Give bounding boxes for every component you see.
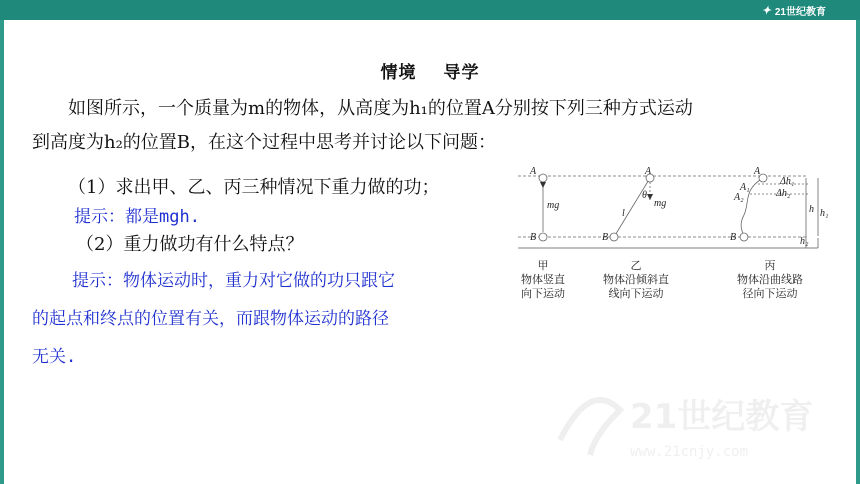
watermark-swoosh-icon	[560, 400, 620, 455]
title-part1: 情境	[380, 63, 417, 83]
caption-jia	[518, 259, 568, 301]
watermark-text: 21世纪教育	[630, 397, 814, 437]
label-angle: θ	[642, 190, 647, 201]
logo-text: 21世纪教育	[774, 6, 826, 18]
page-title	[0, 58, 860, 83]
hint-2-line3: 无关.	[32, 347, 77, 367]
caption-yi-line1: 物体沿倾斜直	[603, 274, 669, 286]
question-2: （2）重力做功有什么特点？	[76, 234, 304, 255]
hint-1: 提示：都是mgh.	[74, 207, 200, 227]
mg-arrow-jia-icon	[540, 182, 546, 188]
label-a1: A₁	[740, 182, 750, 193]
hint-2-line2: 的起点和终点的位置有关，而跟物体运动的路径	[32, 309, 389, 329]
label-mg-jia: mg	[547, 200, 560, 211]
caption-bing-line1: 物体沿曲线路	[737, 274, 803, 286]
ball-b-jia	[539, 233, 547, 241]
ball-b-bing	[740, 233, 748, 241]
logo-mark-icon: ✦	[761, 4, 771, 17]
label-mg-yi: mg	[654, 198, 667, 209]
path-incline	[614, 178, 650, 237]
hint-2-line1: 提示：物体运动时，重力对它做的功只跟它	[72, 271, 395, 291]
title-part2: 导学	[443, 63, 480, 83]
label-dh2: Δh₂	[776, 188, 791, 199]
label-b-jia: B	[530, 232, 537, 243]
caption-bing-label: 丙	[764, 260, 776, 272]
label-a-bing: A	[754, 166, 761, 177]
label-b-bing: B	[730, 232, 737, 243]
caption-bing-line2: 径向下运动	[742, 288, 798, 300]
question-1: （1）求出甲、乙、丙三种情况下重力做的功；	[68, 177, 440, 198]
intro-line2: 到高度为h₂的位置B，在这个过程中思考并讨论以下问题：	[32, 132, 497, 153]
top-bar	[0, 0, 860, 20]
label-a2: A₂	[734, 192, 744, 203]
left-border	[0, 20, 4, 484]
intro-line1: 如图所示，一个质量为m的物体，从高度为h₁的位置A分别按下列三种方式运动	[68, 98, 693, 119]
label-length: l	[622, 208, 625, 219]
label-dh1: Δh₁	[780, 176, 795, 187]
ball-a-jia	[539, 174, 547, 182]
caption-jia-label: 甲	[537, 260, 549, 272]
right-border	[856, 20, 860, 484]
label-b-yi: B	[602, 232, 609, 243]
caption-yi	[596, 259, 676, 301]
label-h: h	[809, 204, 814, 215]
brand-logo	[762, 2, 826, 18]
hint-2	[32, 262, 492, 376]
watermark-url: www.21cnjy.com	[630, 444, 749, 460]
mg-arrow-yi-icon	[647, 194, 653, 200]
label-h2: h₂	[800, 236, 809, 247]
caption-jia-line2: 向下运动	[521, 288, 565, 300]
label-h1: h₁	[820, 208, 828, 219]
watermark-logo	[550, 380, 850, 470]
ball-b-yi	[610, 233, 618, 241]
label-a-yi: A	[645, 166, 652, 177]
ball-a-bing	[759, 174, 767, 182]
label-a-jia: A	[530, 166, 537, 177]
caption-yi-label: 乙	[630, 260, 642, 272]
caption-jia-line1: 物体竖直	[521, 274, 565, 286]
caption-bing	[730, 259, 810, 301]
caption-yi-line2: 线向下运动	[608, 288, 664, 300]
